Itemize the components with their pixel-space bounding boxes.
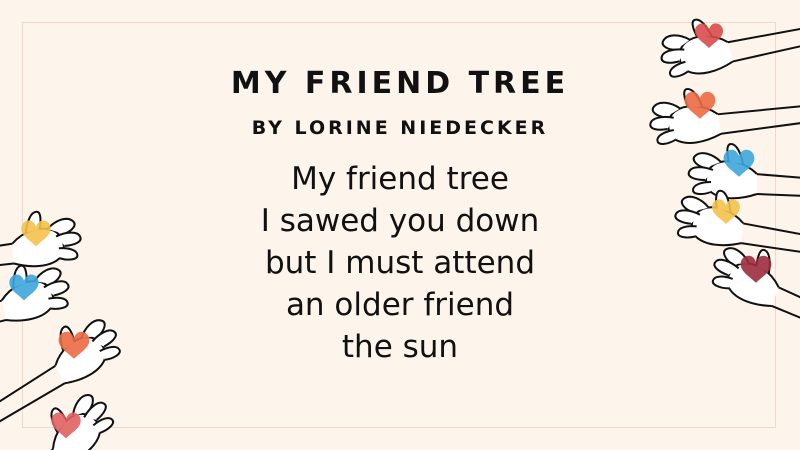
poem-line: the sun [341, 329, 459, 365]
poem-line: but I must attend [264, 245, 536, 281]
poem-line: an older friend [285, 287, 515, 323]
poem-author: BY LORINE NIEDECKER [251, 117, 549, 139]
poem-body [160, 158, 640, 368]
poem-card [160, 64, 640, 368]
poem-title: MY FRIEND TREE [230, 66, 570, 101]
poem-line: My friend tree [291, 161, 509, 197]
poem-line: I sawed you down [260, 203, 540, 239]
